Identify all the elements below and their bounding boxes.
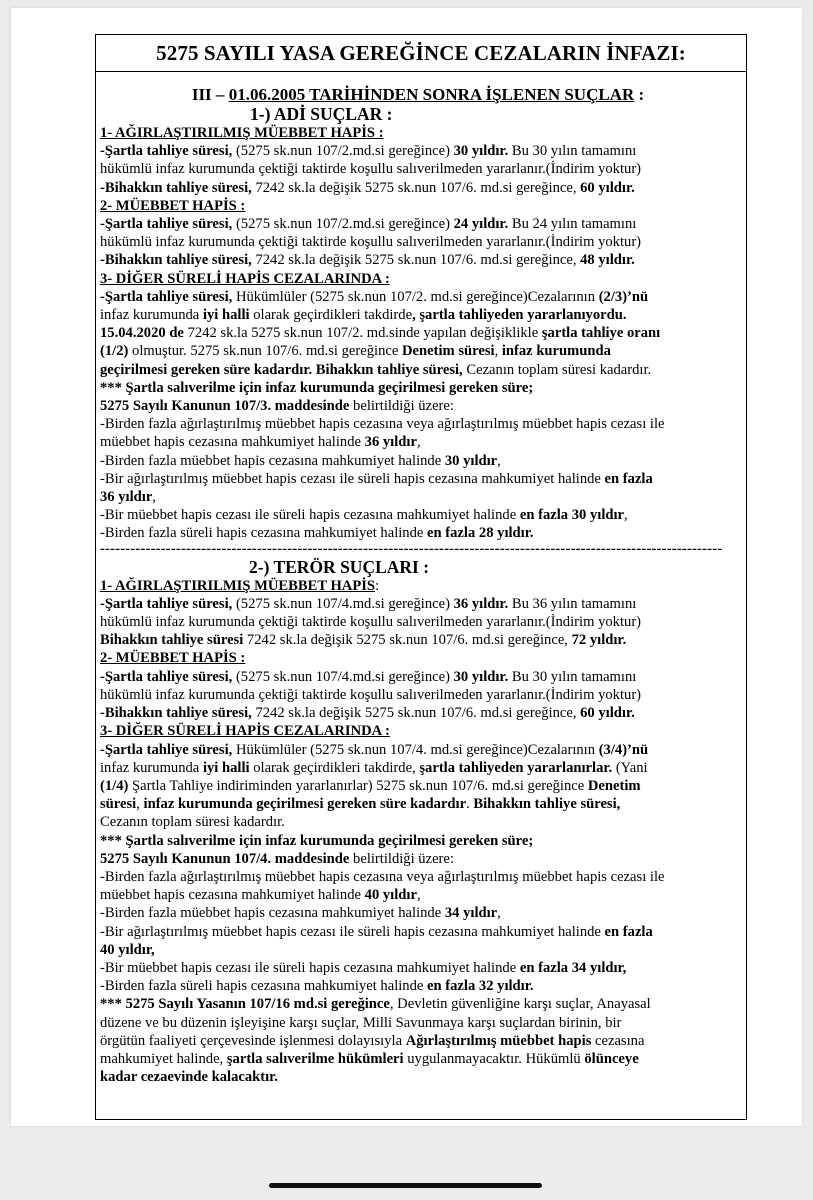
text-line: infaz kurumunda iyi halli olarak geçirdikleri takdirde, şartla tahliyeden yararlanıyordu. <box>100 307 627 324</box>
text-line: -Birden fazla ağırlaştırılmış müebbet hapis cezasına veya ağırlaştırılmış müebbet hapis cezası ile <box>100 416 665 433</box>
s1-other-terms-heading: 3- DİĞER SÜRELİ HAPİS CEZALARINDA : <box>100 270 390 287</box>
text-line: Cezanın toplam süresi kadardır. <box>100 814 285 831</box>
bottom-bar <box>0 1130 813 1200</box>
text-line: -Birden fazla süreli hapis cezasına mahkumiyet halinde en fazla 28 yıldır. <box>100 525 534 542</box>
text-line: 5275 Sayılı Kanunun 107/3. maddesinde belirtildiği üzere: <box>100 398 454 415</box>
text-line: infaz kurumunda iyi halli olarak geçirdikleri takdirde, şartla tahliyeden yararlanırlar. (Yani <box>100 759 648 776</box>
text-line: 40 yıldır, <box>100 941 155 958</box>
text-line: Bihakkın tahliye süresi 7242 sk.la değişik 5275 sk.nun 107/6. md.si gereğince, 72 yıldır. <box>100 632 627 649</box>
text-line: -Bir ağırlaştırılmış müebbet hapis cezası ile süreli hapis cezasına mahkumiyet halinde en fazla <box>100 470 653 487</box>
text-line: süresi, infaz kurumunda geçirilmesi gereken süre kadardır. Bihakkın tahliye süresi, <box>100 796 621 813</box>
home-indicator[interactable] <box>269 1183 542 1188</box>
text-line: -Şartla tahliye süresi, (5275 sk.nun 107/2.md.si gereğince) 30 yıldır. Bu 30 yılın tamamını <box>100 143 637 160</box>
dashed-separator: --------------------------------------------------------------------------------------------------------------------------- <box>100 542 723 555</box>
text-line: *** Şartla salıverilme için infaz kurumunda geçirilmesi gereken süre; <box>100 832 534 849</box>
text-line: -Şartla tahliye süresi, (5275 sk.nun 107/4.md.si gereğince) 30 yıldır. Bu 30 yılın tamamını <box>100 668 637 685</box>
text-line: müebbet hapis cezasına mahkumiyet halinde 40 yıldır, <box>100 887 421 904</box>
period-heading: III – 01.06.2005 TARİHİNDEN SONRA İŞLENEN SUÇLAR : <box>191 85 645 104</box>
s1-life-heading: 2- MÜEBBET HAPİS : <box>100 197 246 214</box>
text-line: -Şartla tahliye süresi, (5275 sk.nun 107/4.md.si gereğince) 36 yıldır. Bu 36 yılın tamamını <box>100 595 637 612</box>
text-line: *** 5275 Sayılı Yasanın 107/16 md.si gereğince, Devletin güvenliğine karşı suçlar, Anayasal <box>100 996 651 1013</box>
text-line: -Birden fazla ağırlaştırılmış müebbet hapis cezasına veya ağırlaştırılmış müebbet hapis cezası ile <box>100 868 665 885</box>
s2-aggravated-life-heading: 1- AĞIRLAŞTIRILMIŞ MÜEBBET HAPİS: <box>100 577 380 594</box>
text-line: -Bir müebbet hapis cezası ile süreli hapis cezasına mahkumiyet halinde en fazla 34 yıldır, <box>100 959 627 976</box>
document-page <box>11 8 802 1126</box>
text-line: 36 yıldır, <box>100 489 156 506</box>
text-line: (1/2) olmuştur. 5275 sk.nun 107/6. md.si gereğince Denetim süresi, infaz kurumunda <box>100 343 611 360</box>
text-line: -Şartla tahliye süresi, (5275 sk.nun 107/2.md.si gereğince) 24 yıldır. Bu 24 yılın tamamını <box>100 216 637 233</box>
text-line: hükümlü infaz kurumunda çektiği taktirde koşullu salıverilmeden yararlanır.(İndirim yoktur) <box>100 161 642 178</box>
section-ordinary-crimes-title: 1-) ADİ SUÇLAR : <box>250 104 393 124</box>
s1-aggravated-life-heading: 1- AĞIRLAŞTIRILMIŞ MÜEBBET HAPİS : <box>100 125 384 141</box>
text-line: müebbet hapis cezasına mahkumiyet halinde 36 yıldır, <box>100 434 421 451</box>
text-line: -Şartla tahliye süresi, Hükümlüler (5275 sk.nun 107/4. md.si gereğince)Cezalarının (3/4)’nü <box>100 741 649 758</box>
document-body <box>96 85 746 1086</box>
text-line: geçirilmesi gereken süre kadardır. Bihakkın tahliye süresi, Cezanın toplam süresi kadardır. <box>100 361 652 378</box>
text-line: -Birden fazla süreli hapis cezasına mahkumiyet halinde en fazla 32 yıldır. <box>100 978 534 995</box>
text-line: -Bihakkın tahliye süresi, 7242 sk.la değişik 5275 sk.nun 107/6. md.si gereğince, 60 yıldır. <box>100 179 635 196</box>
text-line: 15.04.2020 de 7242 sk.la 5275 sk.nun 107/2. md.sinde yapılan değişiklikle şartla tahliye oranı <box>100 325 661 342</box>
text-line: *** Şartla salıverilme için infaz kurumunda geçirilmesi gereken süre; <box>100 379 534 396</box>
text-line: -Bir müebbet hapis cezası ile süreli hapis cezasına mahkumiyet halinde en fazla 30 yıldır, <box>100 507 628 524</box>
text-line: örgütün faaliyeti çerçevesinde işlenmesi dolayısıyla Ağırlaştırılmış müebbet hapis cezasına <box>100 1032 645 1049</box>
document-frame <box>95 34 747 1120</box>
document-title: 5275 SAYILI YASA GEREĞİNCE CEZALARIN İNFAZI: <box>156 40 686 65</box>
text-line: -Bihakkın tahliye süresi, 7242 sk.la değişik 5275 sk.nun 107/6. md.si gereğince, 48 yıldır. <box>100 252 635 269</box>
text-line: mahkumiyet halinde, şartla salıverilme hükümleri uygulanmayacaktır. Hükümlü ölünceye <box>100 1050 639 1067</box>
text-line: hükümlü infaz kurumunda çektiği taktirde koşullu salıverilmeden yararlanır.(İndirim yoktur) <box>100 614 642 631</box>
text-line: -Bir ağırlaştırılmış müebbet hapis cezası ile süreli hapis cezasına mahkumiyet halinde en fazla <box>100 923 653 940</box>
text-line: -Birden fazla müebbet hapis cezasına mahkumiyet halinde 34 yıldır, <box>100 905 501 922</box>
s2-other-terms-heading: 3- DİĞER SÜRELİ HAPİS CEZALARINDA : <box>100 723 390 740</box>
text-line: hükümlü infaz kurumunda çektiği taktirde koşullu salıverilmeden yararlanır.(İndirim yoktur) <box>100 686 642 703</box>
section-terror-crimes-title: 2-) TERÖR SUÇLARI : <box>249 556 430 577</box>
text-line: (1/4) Şartla Tahliye indiriminden yararlanırlar) 5275 sk.nun 107/6. md.si gereğince Denetim <box>100 777 641 794</box>
text-line: düzene ve bu düzenin işleyişine karşı suçlar, Milli Savunmaya karşı suçlardan birinin, bir <box>100 1014 622 1031</box>
text-line: -Şartla tahliye süresi, Hükümlüler (5275 sk.nun 107/2. md.si gereğince)Cezalarının (2/3)’nü <box>100 288 649 305</box>
text-line: kadar cezaevinde kalacaktır. <box>100 1069 278 1086</box>
text-line: -Birden fazla müebbet hapis cezasına mahkumiyet halinde 30 yıldır, <box>100 452 501 469</box>
text-line: -Bihakkın tahliye süresi, 7242 sk.la değişik 5275 sk.nun 107/6. md.si gereğince, 60 yıldır. <box>100 705 635 722</box>
title-row <box>96 35 746 72</box>
text-line: 5275 Sayılı Kanunun 107/4. maddesinde belirtildiği üzere: <box>100 850 454 867</box>
text-line: hükümlü infaz kurumunda çektiği taktirde koşullu salıverilmeden yararlanır.(İndirim yoktur) <box>100 234 642 251</box>
period-date: 01.06.2005 <box>228 85 306 104</box>
s2-life-heading: 2- MÜEBBET HAPİS : <box>100 650 246 667</box>
